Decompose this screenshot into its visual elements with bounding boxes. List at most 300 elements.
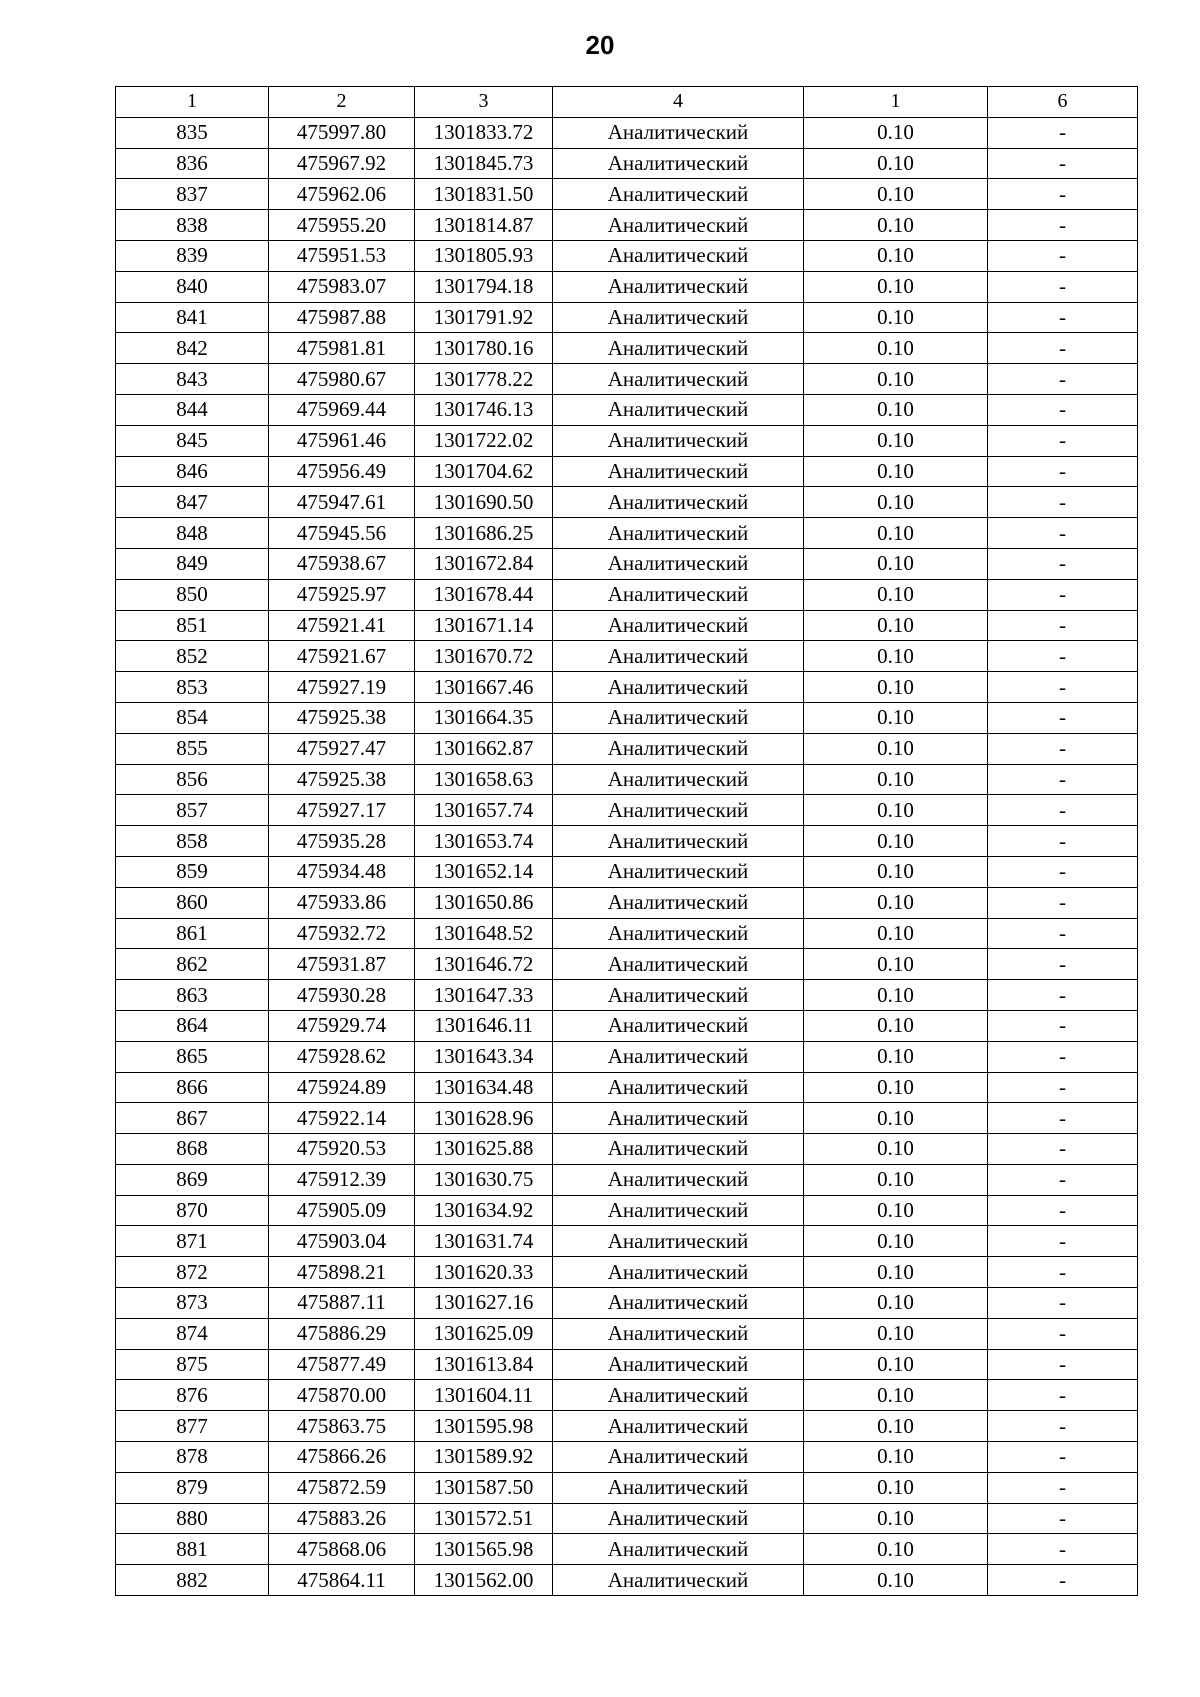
method-cell: Аналитический (553, 1442, 804, 1473)
y-coordinate-cell: 1301572.51 (415, 1503, 553, 1534)
table-row (116, 672, 1138, 703)
y-coordinate-cell: 1301634.92 (415, 1195, 553, 1226)
point-number-cell: 853 (116, 672, 269, 703)
method-cell: Аналитический (553, 1164, 804, 1195)
accuracy-cell: 0.10 (804, 826, 988, 857)
note-cell: - (988, 795, 1138, 826)
note-cell: - (988, 672, 1138, 703)
note-cell: - (988, 518, 1138, 549)
x-coordinate-cell: 475912.39 (269, 1164, 415, 1195)
y-coordinate-cell: 1301704.62 (415, 456, 553, 487)
y-coordinate-cell: 1301634.48 (415, 1072, 553, 1103)
note-cell: - (988, 918, 1138, 949)
note-cell: - (988, 1226, 1138, 1257)
table-row (116, 610, 1138, 641)
note-cell: - (988, 456, 1138, 487)
x-coordinate-cell: 475931.87 (269, 949, 415, 980)
y-coordinate-cell: 1301620.33 (415, 1257, 553, 1288)
accuracy-cell: 0.10 (804, 579, 988, 610)
table-row (116, 333, 1138, 364)
point-number-cell: 855 (116, 733, 269, 764)
table-row (116, 1072, 1138, 1103)
method-cell: Аналитический (553, 1380, 804, 1411)
x-coordinate-cell: 475887.11 (269, 1288, 415, 1319)
note-cell: - (988, 1534, 1138, 1565)
x-coordinate-cell: 475927.19 (269, 672, 415, 703)
point-number-cell: 870 (116, 1195, 269, 1226)
y-coordinate-cell: 1301664.35 (415, 702, 553, 733)
accuracy-cell: 0.10 (804, 1318, 988, 1349)
x-coordinate-cell: 475924.89 (269, 1072, 415, 1103)
y-coordinate-cell: 1301670.72 (415, 641, 553, 672)
table-row (116, 1195, 1138, 1226)
method-cell: Аналитический (553, 949, 804, 980)
accuracy-cell: 0.10 (804, 1103, 988, 1134)
note-cell: - (988, 949, 1138, 980)
note-cell: - (988, 610, 1138, 641)
x-coordinate-cell: 475886.29 (269, 1318, 415, 1349)
table-row (116, 240, 1138, 271)
x-coordinate-cell: 475955.20 (269, 210, 415, 241)
table-row (116, 487, 1138, 518)
table-row (116, 733, 1138, 764)
method-cell: Аналитический (553, 672, 804, 703)
method-cell: Аналитический (553, 579, 804, 610)
coordinates-table-container (115, 86, 1137, 1596)
method-cell: Аналитический (553, 179, 804, 210)
note-cell: - (988, 764, 1138, 795)
y-coordinate-cell: 1301648.52 (415, 918, 553, 949)
method-cell: Аналитический (553, 394, 804, 425)
point-number-cell: 882 (116, 1565, 269, 1596)
method-cell: Аналитический (553, 795, 804, 826)
point-number-cell: 880 (116, 1503, 269, 1534)
x-coordinate-cell: 475933.86 (269, 887, 415, 918)
method-cell: Аналитический (553, 148, 804, 179)
table-row (116, 1318, 1138, 1349)
x-coordinate-cell: 475921.41 (269, 610, 415, 641)
table-row (116, 117, 1138, 148)
accuracy-cell: 0.10 (804, 949, 988, 980)
table-row (116, 148, 1138, 179)
table-row (116, 949, 1138, 980)
column-header: 3 (415, 87, 553, 118)
point-number-cell: 881 (116, 1534, 269, 1565)
x-coordinate-cell: 475905.09 (269, 1195, 415, 1226)
column-header: 6 (988, 87, 1138, 118)
note-cell: - (988, 1349, 1138, 1380)
note-cell: - (988, 1380, 1138, 1411)
note-cell: - (988, 1288, 1138, 1319)
method-cell: Аналитический (553, 1472, 804, 1503)
method-cell: Аналитический (553, 456, 804, 487)
accuracy-cell: 0.10 (804, 887, 988, 918)
y-coordinate-cell: 1301565.98 (415, 1534, 553, 1565)
y-coordinate-cell: 1301589.92 (415, 1442, 553, 1473)
point-number-cell: 863 (116, 980, 269, 1011)
x-coordinate-cell: 475945.56 (269, 518, 415, 549)
y-coordinate-cell: 1301646.72 (415, 949, 553, 980)
method-cell: Аналитический (553, 240, 804, 271)
x-coordinate-cell: 475927.17 (269, 795, 415, 826)
table-row (116, 764, 1138, 795)
x-coordinate-cell: 475956.49 (269, 456, 415, 487)
note-cell: - (988, 1010, 1138, 1041)
note-cell: - (988, 1257, 1138, 1288)
method-cell: Аналитический (553, 641, 804, 672)
y-coordinate-cell: 1301625.09 (415, 1318, 553, 1349)
point-number-cell: 872 (116, 1257, 269, 1288)
method-cell: Аналитический (553, 826, 804, 857)
accuracy-cell: 0.10 (804, 610, 988, 641)
y-coordinate-cell: 1301562.00 (415, 1565, 553, 1596)
point-number-cell: 837 (116, 179, 269, 210)
method-cell: Аналитический (553, 302, 804, 333)
accuracy-cell: 0.10 (804, 333, 988, 364)
method-cell: Аналитический (553, 1226, 804, 1257)
method-cell: Аналитический (553, 364, 804, 395)
table-row (116, 518, 1138, 549)
accuracy-cell: 0.10 (804, 302, 988, 333)
accuracy-cell: 0.10 (804, 1503, 988, 1534)
x-coordinate-cell: 475898.21 (269, 1257, 415, 1288)
method-cell: Аналитический (553, 1041, 804, 1072)
accuracy-cell: 0.10 (804, 764, 988, 795)
column-header: 1 (116, 87, 269, 118)
table-row (116, 856, 1138, 887)
point-number-cell: 879 (116, 1472, 269, 1503)
x-coordinate-cell: 475872.59 (269, 1472, 415, 1503)
x-coordinate-cell: 475925.38 (269, 764, 415, 795)
x-coordinate-cell: 475868.06 (269, 1534, 415, 1565)
method-cell: Аналитический (553, 918, 804, 949)
table-body (116, 117, 1138, 1595)
table-row (116, 1010, 1138, 1041)
note-cell: - (988, 1041, 1138, 1072)
y-coordinate-cell: 1301833.72 (415, 117, 553, 148)
note-cell: - (988, 1134, 1138, 1165)
note-cell: - (988, 1164, 1138, 1195)
x-coordinate-cell: 475987.88 (269, 302, 415, 333)
method-cell: Аналитический (553, 548, 804, 579)
y-coordinate-cell: 1301587.50 (415, 1472, 553, 1503)
x-coordinate-cell: 475870.00 (269, 1380, 415, 1411)
note-cell: - (988, 425, 1138, 456)
table-row (116, 1041, 1138, 1072)
note-cell: - (988, 980, 1138, 1011)
method-cell: Аналитический (553, 1565, 804, 1596)
point-number-cell: 835 (116, 117, 269, 148)
table-row (116, 364, 1138, 395)
method-cell: Аналитический (553, 1134, 804, 1165)
y-coordinate-cell: 1301672.84 (415, 548, 553, 579)
x-coordinate-cell: 475967.92 (269, 148, 415, 179)
point-number-cell: 862 (116, 949, 269, 980)
x-coordinate-cell: 475863.75 (269, 1411, 415, 1442)
accuracy-cell: 0.10 (804, 1472, 988, 1503)
x-coordinate-cell: 475903.04 (269, 1226, 415, 1257)
y-coordinate-cell: 1301780.16 (415, 333, 553, 364)
x-coordinate-cell: 475997.80 (269, 117, 415, 148)
point-number-cell: 838 (116, 210, 269, 241)
y-coordinate-cell: 1301631.74 (415, 1226, 553, 1257)
table-row (116, 795, 1138, 826)
note-cell: - (988, 1472, 1138, 1503)
point-number-cell: 848 (116, 518, 269, 549)
table-row (116, 179, 1138, 210)
x-coordinate-cell: 475934.48 (269, 856, 415, 887)
note-cell: - (988, 887, 1138, 918)
y-coordinate-cell: 1301722.02 (415, 425, 553, 456)
method-cell: Аналитический (553, 1411, 804, 1442)
accuracy-cell: 0.10 (804, 210, 988, 241)
note-cell: - (988, 333, 1138, 364)
accuracy-cell: 0.10 (804, 148, 988, 179)
x-coordinate-cell: 475928.62 (269, 1041, 415, 1072)
table-row (116, 1226, 1138, 1257)
y-coordinate-cell: 1301627.16 (415, 1288, 553, 1319)
point-number-cell: 874 (116, 1318, 269, 1349)
point-number-cell: 859 (116, 856, 269, 887)
accuracy-cell: 0.10 (804, 364, 988, 395)
y-coordinate-cell: 1301671.14 (415, 610, 553, 641)
note-cell: - (988, 641, 1138, 672)
note-cell: - (988, 1195, 1138, 1226)
point-number-cell: 873 (116, 1288, 269, 1319)
table-row (116, 1134, 1138, 1165)
point-number-cell: 854 (116, 702, 269, 733)
y-coordinate-cell: 1301647.33 (415, 980, 553, 1011)
x-coordinate-cell: 475980.67 (269, 364, 415, 395)
accuracy-cell: 0.10 (804, 1380, 988, 1411)
accuracy-cell: 0.10 (804, 117, 988, 148)
y-coordinate-cell: 1301658.63 (415, 764, 553, 795)
point-number-cell: 856 (116, 764, 269, 795)
accuracy-cell: 0.10 (804, 672, 988, 703)
point-number-cell: 861 (116, 918, 269, 949)
note-cell: - (988, 579, 1138, 610)
note-cell: - (988, 117, 1138, 148)
y-coordinate-cell: 1301794.18 (415, 271, 553, 302)
coordinates-table (115, 86, 1138, 1596)
table-row (116, 1534, 1138, 1565)
method-cell: Аналитический (553, 210, 804, 241)
table-row (116, 271, 1138, 302)
point-number-cell: 877 (116, 1411, 269, 1442)
note-cell: - (988, 702, 1138, 733)
y-coordinate-cell: 1301686.25 (415, 518, 553, 549)
method-cell: Аналитический (553, 1072, 804, 1103)
x-coordinate-cell: 475930.28 (269, 980, 415, 1011)
y-coordinate-cell: 1301646.11 (415, 1010, 553, 1041)
table-header-row (116, 87, 1138, 118)
method-cell: Аналитический (553, 702, 804, 733)
y-coordinate-cell: 1301791.92 (415, 302, 553, 333)
x-coordinate-cell: 475947.61 (269, 487, 415, 518)
x-coordinate-cell: 475981.81 (269, 333, 415, 364)
accuracy-cell: 0.10 (804, 1072, 988, 1103)
note-cell: - (988, 364, 1138, 395)
accuracy-cell: 0.10 (804, 795, 988, 826)
table-row (116, 302, 1138, 333)
method-cell: Аналитический (553, 1195, 804, 1226)
point-number-cell: 850 (116, 579, 269, 610)
table-row (116, 1503, 1138, 1534)
table-row (116, 1442, 1138, 1473)
accuracy-cell: 0.10 (804, 1195, 988, 1226)
table-row (116, 210, 1138, 241)
x-coordinate-cell: 475961.46 (269, 425, 415, 456)
note-cell: - (988, 1442, 1138, 1473)
x-coordinate-cell: 475932.72 (269, 918, 415, 949)
point-number-cell: 841 (116, 302, 269, 333)
note-cell: - (988, 1072, 1138, 1103)
accuracy-cell: 0.10 (804, 918, 988, 949)
note-cell: - (988, 1103, 1138, 1134)
accuracy-cell: 0.10 (804, 1411, 988, 1442)
note-cell: - (988, 148, 1138, 179)
table-row (116, 641, 1138, 672)
method-cell: Аналитический (553, 1288, 804, 1319)
table-row (116, 1103, 1138, 1134)
x-coordinate-cell: 475921.67 (269, 641, 415, 672)
x-coordinate-cell: 475929.74 (269, 1010, 415, 1041)
x-coordinate-cell: 475866.26 (269, 1442, 415, 1473)
table-row (116, 887, 1138, 918)
y-coordinate-cell: 1301650.86 (415, 887, 553, 918)
x-coordinate-cell: 475969.44 (269, 394, 415, 425)
column-header: 1 (804, 87, 988, 118)
point-number-cell: 857 (116, 795, 269, 826)
table-row (116, 548, 1138, 579)
note-cell: - (988, 1318, 1138, 1349)
method-cell: Аналитический (553, 1318, 804, 1349)
accuracy-cell: 0.10 (804, 240, 988, 271)
accuracy-cell: 0.10 (804, 980, 988, 1011)
x-coordinate-cell: 475925.97 (269, 579, 415, 610)
accuracy-cell: 0.10 (804, 456, 988, 487)
page-number: 20 (585, 30, 615, 60)
y-coordinate-cell: 1301628.96 (415, 1103, 553, 1134)
method-cell: Аналитический (553, 271, 804, 302)
note-cell: - (988, 302, 1138, 333)
accuracy-cell: 0.10 (804, 1164, 988, 1195)
accuracy-cell: 0.10 (804, 518, 988, 549)
y-coordinate-cell: 1301604.11 (415, 1380, 553, 1411)
point-number-cell: 851 (116, 610, 269, 641)
point-number-cell: 865 (116, 1041, 269, 1072)
note-cell: - (988, 271, 1138, 302)
note-cell: - (988, 856, 1138, 887)
table-row (116, 918, 1138, 949)
method-cell: Аналитический (553, 1503, 804, 1534)
point-number-cell: 860 (116, 887, 269, 918)
accuracy-cell: 0.10 (804, 1349, 988, 1380)
note-cell: - (988, 826, 1138, 857)
point-number-cell: 867 (116, 1103, 269, 1134)
method-cell: Аналитический (553, 117, 804, 148)
point-number-cell: 875 (116, 1349, 269, 1380)
y-coordinate-cell: 1301643.34 (415, 1041, 553, 1072)
method-cell: Аналитический (553, 1534, 804, 1565)
x-coordinate-cell: 475927.47 (269, 733, 415, 764)
accuracy-cell: 0.10 (804, 702, 988, 733)
x-coordinate-cell: 475951.53 (269, 240, 415, 271)
point-number-cell: 876 (116, 1380, 269, 1411)
method-cell: Аналитический (553, 610, 804, 641)
accuracy-cell: 0.10 (804, 394, 988, 425)
accuracy-cell: 0.10 (804, 1442, 988, 1473)
x-coordinate-cell: 475962.06 (269, 179, 415, 210)
table-row (116, 1288, 1138, 1319)
x-coordinate-cell: 475922.14 (269, 1103, 415, 1134)
y-coordinate-cell: 1301831.50 (415, 179, 553, 210)
table-row (116, 702, 1138, 733)
note-cell: - (988, 548, 1138, 579)
y-coordinate-cell: 1301662.87 (415, 733, 553, 764)
method-cell: Аналитический (553, 518, 804, 549)
y-coordinate-cell: 1301652.14 (415, 856, 553, 887)
method-cell: Аналитический (553, 425, 804, 456)
x-coordinate-cell: 475864.11 (269, 1565, 415, 1596)
point-number-cell: 858 (116, 826, 269, 857)
method-cell: Аналитический (553, 1349, 804, 1380)
table-row (116, 1164, 1138, 1195)
y-coordinate-cell: 1301805.93 (415, 240, 553, 271)
accuracy-cell: 0.10 (804, 425, 988, 456)
point-number-cell: 847 (116, 487, 269, 518)
table-row (116, 1472, 1138, 1503)
method-cell: Аналитический (553, 333, 804, 364)
x-coordinate-cell: 475925.38 (269, 702, 415, 733)
note-cell: - (988, 1503, 1138, 1534)
x-coordinate-cell: 475920.53 (269, 1134, 415, 1165)
method-cell: Аналитический (553, 856, 804, 887)
accuracy-cell: 0.10 (804, 487, 988, 518)
point-number-cell: 836 (116, 148, 269, 179)
point-number-cell: 846 (116, 456, 269, 487)
y-coordinate-cell: 1301630.75 (415, 1164, 553, 1195)
table-row (116, 1349, 1138, 1380)
x-coordinate-cell: 475877.49 (269, 1349, 415, 1380)
note-cell: - (988, 179, 1138, 210)
point-number-cell: 852 (116, 641, 269, 672)
accuracy-cell: 0.10 (804, 641, 988, 672)
point-number-cell: 842 (116, 333, 269, 364)
column-header: 4 (553, 87, 804, 118)
point-number-cell: 839 (116, 240, 269, 271)
x-coordinate-cell: 475983.07 (269, 271, 415, 302)
y-coordinate-cell: 1301778.22 (415, 364, 553, 395)
y-coordinate-cell: 1301845.73 (415, 148, 553, 179)
accuracy-cell: 0.10 (804, 856, 988, 887)
y-coordinate-cell: 1301595.98 (415, 1411, 553, 1442)
note-cell: - (988, 240, 1138, 271)
table-row (116, 980, 1138, 1011)
accuracy-cell: 0.10 (804, 271, 988, 302)
x-coordinate-cell: 475935.28 (269, 826, 415, 857)
y-coordinate-cell: 1301690.50 (415, 487, 553, 518)
method-cell: Аналитический (553, 487, 804, 518)
accuracy-cell: 0.10 (804, 733, 988, 764)
y-coordinate-cell: 1301746.13 (415, 394, 553, 425)
y-coordinate-cell: 1301678.44 (415, 579, 553, 610)
method-cell: Аналитический (553, 764, 804, 795)
note-cell: - (988, 487, 1138, 518)
y-coordinate-cell: 1301814.87 (415, 210, 553, 241)
method-cell: Аналитический (553, 1257, 804, 1288)
accuracy-cell: 0.10 (804, 1226, 988, 1257)
